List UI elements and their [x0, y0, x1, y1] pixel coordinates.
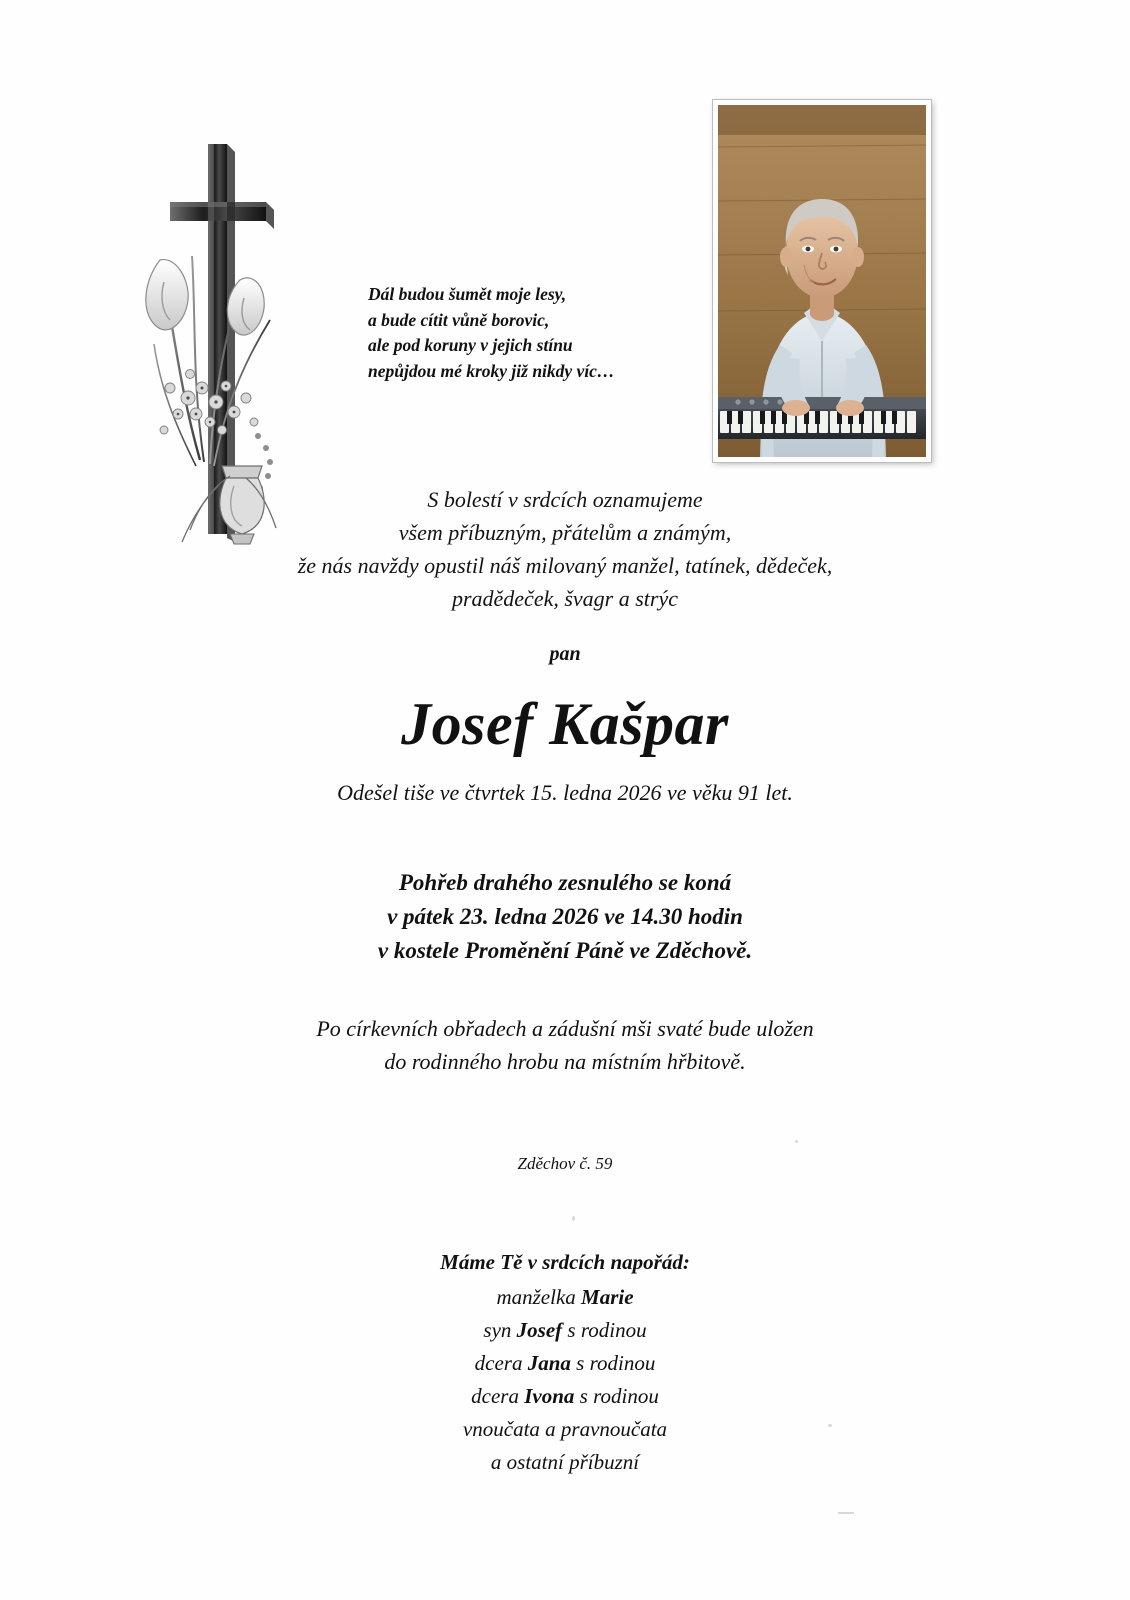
portrait-photo	[718, 105, 926, 457]
scan-speck	[572, 1216, 575, 1221]
death-date-line: Odešel tiše ve čtvrtek 15. ledna 2026 ve věku 91 let.	[337, 780, 793, 805]
family-member-prefix: vnoučata a pravnoučata	[462, 1417, 668, 1441]
announcement-column	[0, 483, 1130, 1479]
portrait-photo-frame	[713, 100, 931, 462]
family-member-name: Ivona	[524, 1384, 575, 1408]
verse-line: ale pod koruny v jejich stínu	[368, 335, 573, 355]
announcement-line: že nás navždy opustil náš milovaný manžel, tatínek, dědeček,	[297, 553, 833, 578]
calla-lily-icon	[146, 260, 264, 336]
family-member-prefix: manželka	[496, 1285, 582, 1309]
family-member-prefix: dcera	[471, 1384, 525, 1408]
funeral-line: v pátek 23. ledna 2026 ve 14.30 hodin	[387, 904, 743, 929]
honorific-label: pan	[549, 643, 581, 665]
family-member	[0, 1314, 1130, 1347]
family-member	[0, 1446, 1130, 1479]
family-member-prefix: dcera	[474, 1351, 528, 1375]
family-member-suffix: s rodinou	[570, 1351, 656, 1375]
burial-details	[0, 1012, 1130, 1078]
burial-line: do rodinného hrobu na místním hřbitově.	[384, 1049, 746, 1074]
announcement-text	[0, 483, 1130, 615]
verse-line: Dál budou šumět moje lesy,	[368, 284, 567, 304]
funeral-line: v kostele Proměnění Páně ve Zděchově.	[377, 938, 753, 963]
announcement-line: pradědeček, švagr a strýc	[451, 586, 679, 611]
family-member-suffix: s rodinou	[574, 1384, 659, 1408]
verse-block	[368, 282, 698, 384]
family-member	[0, 1347, 1130, 1380]
verse-line: nepůjdou mé kroky již nikdy víc…	[368, 360, 615, 381]
family-member-suffix: s rodinou	[562, 1318, 647, 1342]
deceased-name: Josef Kašpar	[401, 691, 729, 757]
scan-speck	[795, 1140, 798, 1143]
announcement-line: S bolestí v srdcích oznamujeme	[427, 487, 703, 512]
scan-speck	[828, 1424, 832, 1427]
family-member-name: Marie	[581, 1285, 634, 1309]
verse-line: a bude cítit vůně borovic,	[368, 309, 550, 330]
family-member	[0, 1413, 1130, 1446]
family-heading: Máme Tě v srdcích napořád:	[440, 1250, 690, 1274]
scan-speck	[838, 1512, 854, 1514]
address-line: Zděchov č. 59	[517, 1154, 613, 1173]
family-member	[0, 1380, 1130, 1413]
family-member-prefix: syn	[483, 1318, 517, 1342]
family-member-prefix: a ostatní příbuzní	[490, 1450, 640, 1474]
family-member-name: Jana	[527, 1351, 571, 1375]
funeral-line: Pohřeb drahého zesnulého se koná	[398, 870, 732, 895]
burial-line: Po církevních obřadech a zádušní mši svaté bude uložen	[316, 1016, 814, 1041]
family-member	[0, 1281, 1130, 1314]
family-members-list	[0, 1281, 1130, 1479]
funeral-details	[0, 866, 1130, 968]
announcement-line: všem příbuzným, přátelům a známým,	[398, 520, 732, 545]
family-member-name: Josef	[516, 1318, 563, 1342]
